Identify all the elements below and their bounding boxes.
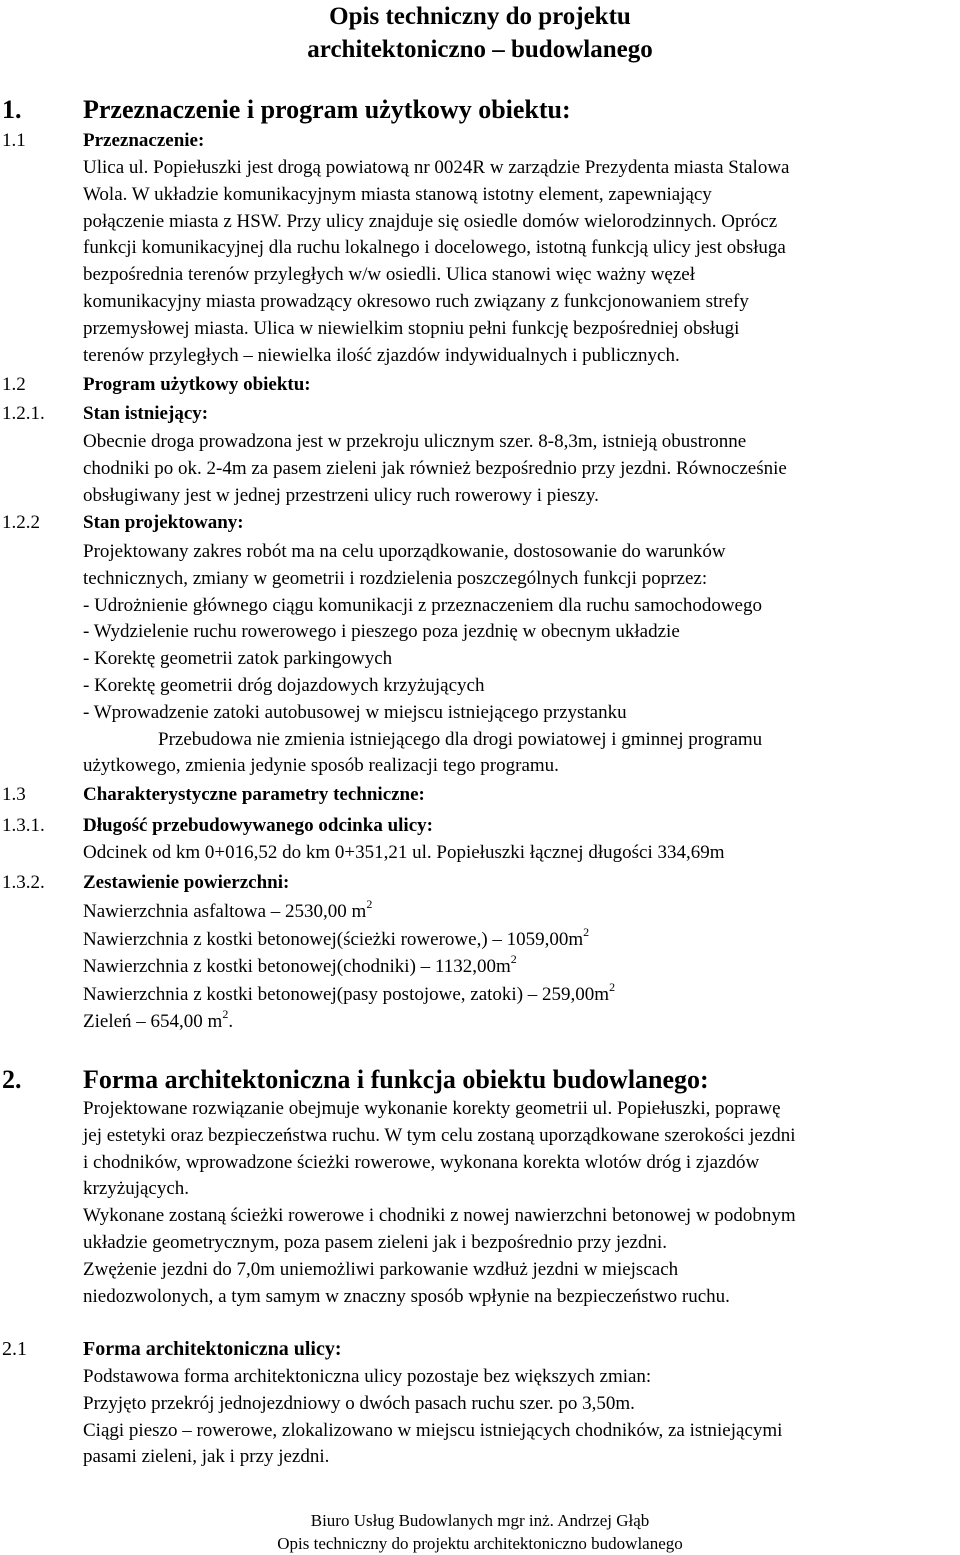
section-2-heading [0, 1064, 960, 1096]
body-line: Projektowane rozwiązanie obejmuje wykonanie korekty geometrii ul. Popiełuszki, poprawę [83, 1098, 781, 1119]
section-2-1-body [0, 1364, 960, 1471]
surface-item: Nawierzchnia z kostki betonowej(chodniki) – $1132,00m^2$ [83, 952, 517, 977]
body-line: Ulica ul. Popiełuszki jest drogą powiatową nr 0024R w zarządzie Prezydenta miasta Stalowa [83, 157, 790, 178]
section-1-2-heading [0, 372, 960, 398]
surface-item: Nawierzchnia z kostki betonowej(ścieżki rowerowe,) – $1059,00m^2$ [83, 924, 590, 950]
surface-item: Zieleń – 654,00 $m^2$. [83, 1007, 234, 1032]
section-number: 1. [2, 95, 22, 124]
body-line: Wola. W układzie komunikacyjnym miasta stanową istotny element, zapewniający [83, 183, 712, 205]
body-line: terenów przyległych – niewielka ilość zjazdów indywidualnych i publicznych. [83, 344, 680, 366]
body-line: technicznych, zmiany w geometrii i rozdzielenia poszczególnych funkcji poprzez: [83, 567, 708, 589]
body-line: Przebudowa nie zmienia istniejącego dla drogi powiatowej i gminnej programu [158, 728, 763, 750]
section-title: Forma architektoniczna ulicy: [83, 1338, 342, 1360]
section-1-3-1-heading [0, 813, 960, 839]
body-line: niedozwolonych, a tym samym w znaczny sposób wpłynie na bezpieczeństwo ruchu. [83, 1285, 730, 1307]
section-number: 1.2 [2, 374, 26, 395]
list-item: - Korektę geometrii zatok parkingowych [83, 648, 393, 670]
body-line: pasami zieleni, jak i przy jezdni. [83, 1446, 330, 1468]
section-title: Program użytkowy obiektu: [83, 374, 311, 395]
list-item: - Korektę geometrii dróg dojazdowych krzyżujących [83, 674, 485, 696]
section-1-1-heading [0, 128, 960, 154]
body-line: jej estetyki oraz bezpieczeństwa ruchu. W tym celu zostaną uporządkowane szerokości jezdni [83, 1124, 796, 1146]
section-1-2-1-body [0, 429, 960, 509]
body-line: obsługiwany jest w jednej przestrzeni ulicy ruch rowerowy i pieszy. [83, 484, 599, 506]
footer-line-1: Biuro Usług Budowlanych mgr inż. Andrzej Głąb [310, 1511, 650, 1530]
body-line: Przyjęto przekrój jednojezdniowy o dwóch pasach ruchu szer. po 3,50m. [83, 1392, 635, 1414]
section-title: Forma architektoniczna i funkcja obiektu budowlanego: [83, 1065, 709, 1094]
body-line: i chodników, wprowadzone ścieżki rowerowe, wykonana korekta wlotów dróg i zjazdów [83, 1151, 760, 1173]
body-line: komunikacyjny miasta prowadzący okresowo ruch związany z funkcjonowaniem strefy [83, 290, 749, 312]
body-line: krzyżujących. [83, 1178, 190, 1200]
surface-list [0, 898, 960, 1036]
section-1-3-2-heading [0, 870, 960, 896]
section-2-1-heading [0, 1336, 960, 1362]
body-line: Odcinek od km 0+016,52 do km 0+351,21 ul. Popiełuszki łącznej długości 334,69m [83, 842, 725, 863]
body-line: Ciągi pieszo – rowerowe, zlokalizowano w miejscu istniejących chodników, za istniejącymi [83, 1419, 783, 1441]
section-1-1-body [0, 155, 960, 369]
body-line: przemysłowej miasta. Ulica w niewielkim stopniu pełni funkcję bezpośredniej obsługi [83, 317, 740, 339]
list-item: - Udrożnienie głównego ciągu komunikacji z przeznaczeniem dla ruchu samochodowego [83, 594, 762, 616]
section-1-2-2-heading [0, 510, 960, 536]
list-item: - Wydzielenie ruchu rowerowego i pieszego poza jezdnię w obecnym układzie [83, 621, 680, 643]
body-line: Zwężenie jezdni do 7,0m uniemożliwi parkowanie wzdłuż jezdni w miejscach [83, 1258, 679, 1280]
section-title: Przeznaczenie: [83, 130, 205, 151]
section-title: Przeznaczenie i program użytkowy obiektu: [83, 95, 571, 124]
document-title [0, 0, 960, 66]
section-1-2-1-heading [0, 401, 960, 427]
footer-line-2: Opis techniczny do projektu architektoniczno budowlanego [277, 1534, 683, 1553]
section-title: Stan istniejący: [83, 403, 209, 424]
section-number: 1.2.1. [2, 403, 45, 424]
body-line: Wykonane zostaną ścieżki rowerowe i chodniki z nowej nawierzchni betonowej w podobnym [83, 1205, 796, 1227]
section-1-2-2-body [0, 539, 960, 780]
section-title: Długość przebudowywanego odcinka ulicy: [83, 815, 433, 836]
section-number: 1.1 [2, 130, 26, 151]
section-title: Charakterystyczne parametry techniczne: [83, 784, 425, 805]
section-title: Stan projektowany: [83, 512, 244, 533]
section-number: 2.1 [2, 1338, 27, 1360]
body-line: Projektowany zakres robót ma na celu uporządkowanie, dostosowanie do warunków [83, 541, 726, 562]
body-line: Obecnie droga prowadzona jest w przekroju ulicznym szer. 8-8,3m, istnieją obustronne [83, 431, 747, 452]
body-line: Podstawowa forma architektoniczna ulicy pozostaje bez większych zmian: [83, 1366, 652, 1387]
section-number: 1.3 [2, 784, 26, 805]
surface-item: Nawierzchnia z kostki betonowej(pasy postojowe, zatoki) – $259,00m^2$ [83, 979, 616, 1005]
body-line: użytkowego, zmienia jedynie sposób realizacji tego programu. [83, 755, 559, 777]
section-title: Zestawienie powierzchni: [83, 872, 290, 893]
body-line: chodniki po ok. 2-4m za pasem zieleni jak również bezpośrednio przy jezdni. Równocześnie [83, 457, 787, 479]
section-1-heading [0, 94, 960, 126]
body-line: bezpośrednia terenów przyległych w/w osiedli. Ulica stanowi więc ważny węzeł [83, 264, 695, 286]
section-number: 1.3.1. [2, 815, 45, 836]
surface-item: Nawierzchnia asfaltowa – 2530,00 $m^2$ [83, 897, 373, 922]
section-number: 1.3.2. [2, 872, 45, 893]
body-line: funkcji komunikacyjnej dla ruchu lokalnego i docelowego, istotną funkcją ulicy jest obsługa [83, 237, 786, 259]
section-1-3-1-body [0, 840, 960, 867]
title-line-1: Opis techniczny do projektu [329, 3, 631, 30]
list-item: - Wprowadzenie zatoki autobusowej w miejscu istniejącego przystanku [83, 701, 627, 723]
body-line: układzie geometrycznym, poza pasem zieleni jak i bezpośrednio przy jezdni. [83, 1231, 668, 1253]
page-footer [0, 1509, 960, 1555]
section-2-body [0, 1096, 960, 1310]
title-line-2: architektoniczno – budowlanego [307, 36, 653, 63]
body-line: połączenie miasta z HSW. Przy ulicy znajduje się osiedle domów wielorodzinnych. Oprócz [83, 210, 778, 232]
section-1-3-heading [0, 782, 960, 808]
section-number: 2. [2, 1065, 22, 1094]
section-number: 1.2.2 [2, 512, 40, 533]
